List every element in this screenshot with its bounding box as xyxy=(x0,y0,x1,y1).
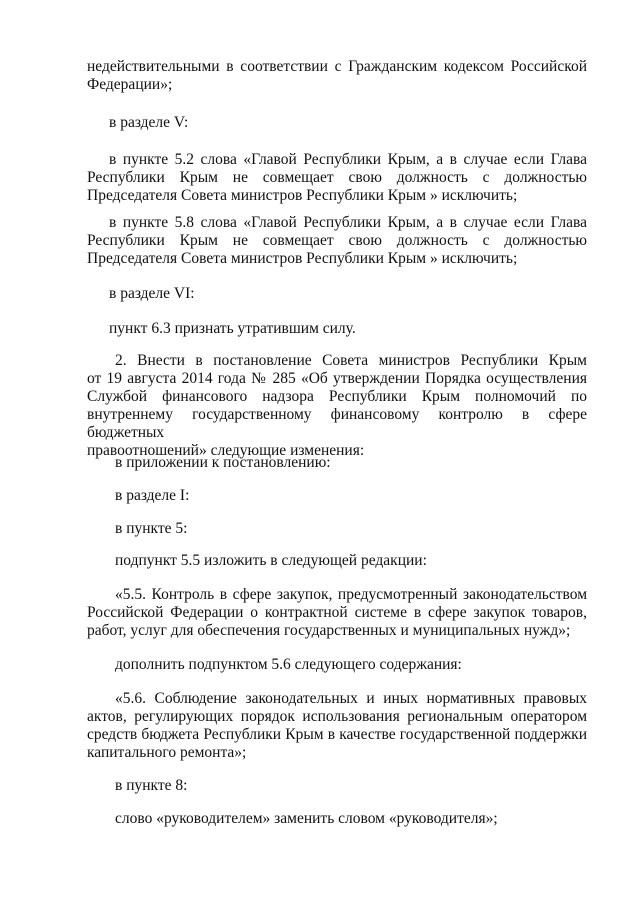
text-line: в разделе V: xyxy=(109,114,189,131)
text-line: «5.6. Соблюдение законодательных и иных нормативных правовых xyxy=(115,690,587,707)
paragraph-subitem-5-6-intro xyxy=(87,656,587,674)
text-line: в разделе VI: xyxy=(109,285,195,302)
text-line: в пункте 5.2 слова «Главой Республики Крым, а в случае если Глава xyxy=(109,151,587,168)
paragraph-item-5 xyxy=(87,520,587,538)
text-line: Председателя Совета министров Республики Крым » исключить; xyxy=(87,250,518,267)
paragraph-item-2 xyxy=(87,352,587,460)
text-line: Федерации»; xyxy=(87,76,173,93)
text-line: 2. Внести в постановление Совета министров Республики Крым xyxy=(115,352,587,369)
paragraph-item-8-change xyxy=(87,810,587,828)
paragraph-continuation xyxy=(87,58,587,94)
text-line: в пункте 8: xyxy=(115,777,188,794)
paragraph-section-vi xyxy=(87,285,587,303)
text-line: Председателя Совета министров Республики Крым » исключить; xyxy=(87,187,518,204)
paragraph-appendix xyxy=(87,454,587,472)
text-line: средств бюджета Республики Крым в качестве государственной поддержки xyxy=(87,726,587,743)
paragraph-item-8 xyxy=(87,777,587,795)
text-line: внутреннему государственному финансовому контролю в сфере бюджетных xyxy=(87,406,587,441)
text-line: в пункте 5: xyxy=(115,520,188,537)
paragraph-section-v xyxy=(87,114,587,132)
text-line: слово «руководителем» заменить словом «руководителя»; xyxy=(115,810,498,827)
text-line: работ, услуг для обеспечения государственных и муниципальных нужд»; xyxy=(87,622,571,639)
text-line: Республики Крым не совмещает свою должность с должностью xyxy=(87,169,587,186)
text-line: в приложении к постановлению: xyxy=(115,454,331,471)
text-line: пункт 6.3 признать утратившим силу. xyxy=(109,320,356,337)
text-line: дополнить подпунктом 5.6 следующего содержания: xyxy=(115,656,462,673)
text-line: капитального ремонта»; xyxy=(87,744,247,761)
paragraph-subitem-5-5-intro xyxy=(87,552,587,570)
text-line: Российской Федерации о контрактной системе в сфере закупок товаров, xyxy=(87,604,587,621)
text-line: подпункт 5.5 изложить в следующей редакции: xyxy=(115,552,427,569)
text-line: актов, регулирующих порядок использования региональным оператором xyxy=(87,708,587,725)
paragraph-subitem-5-6-text xyxy=(87,690,587,762)
paragraph-item-5-2 xyxy=(87,151,587,205)
text-line: от 19 августа 2014 года № 285 «Об утверждении Порядка осуществления xyxy=(87,370,587,387)
paragraph-section-i xyxy=(87,487,587,505)
paragraph-subitem-5-5-text xyxy=(87,586,587,640)
text-line: недействительными в соответствии с Гражданским кодексом Российской xyxy=(87,58,587,75)
text-line: Службой финансового надзора Республики Крым полномочий по xyxy=(87,388,587,405)
text-line: в разделе I: xyxy=(115,487,190,504)
text-line: «5.5. Контроль в сфере закупок, предусмотренный законодательством xyxy=(115,586,587,603)
paragraph-item-6-3 xyxy=(87,320,587,338)
text-line: Республики Крым не совмещает свою должность с должностью xyxy=(87,232,587,249)
text-line: в пункте 5.8 слова «Главой Республики Крым, а в случае если Глава xyxy=(109,214,587,231)
text-line: правоотношений» следующие изменения: xyxy=(87,442,365,459)
paragraph-item-5-8 xyxy=(87,214,587,268)
